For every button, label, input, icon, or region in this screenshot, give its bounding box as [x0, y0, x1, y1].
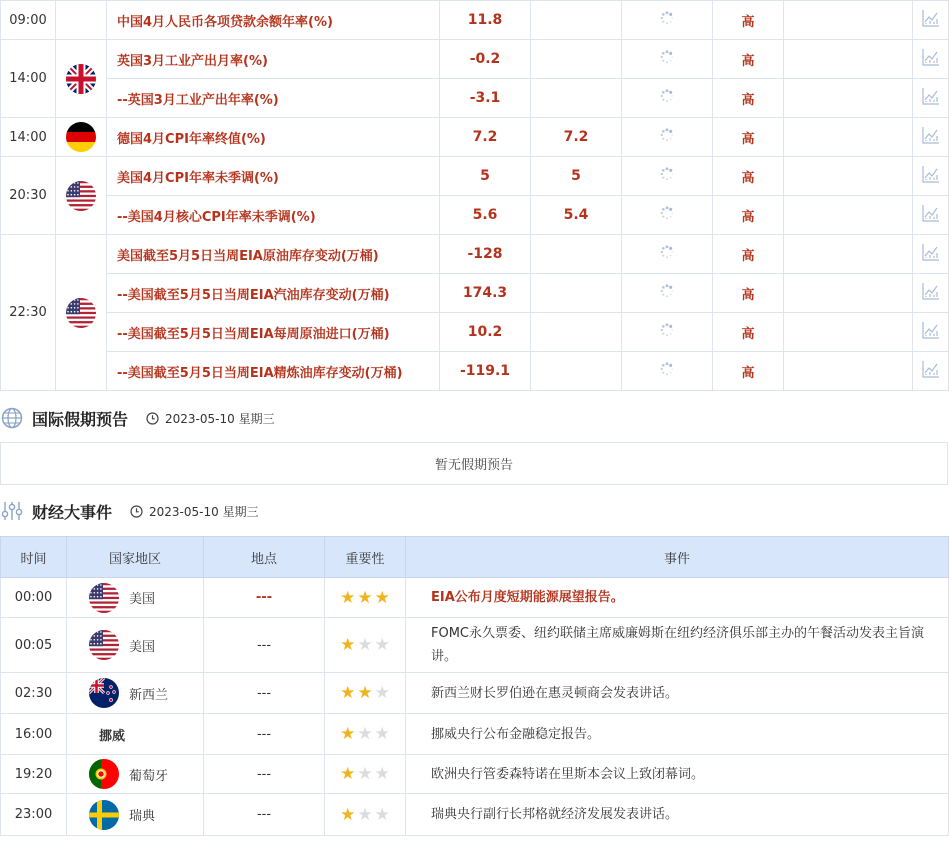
country-name: 挪威 — [99, 728, 126, 744]
event-row — [1, 673, 949, 714]
row-time: 22:30 — [1, 235, 56, 391]
chart-icon[interactable] — [922, 48, 940, 66]
column-header-event: 事件 — [406, 537, 949, 578]
country-name: 瑞典 — [129, 809, 156, 824]
data-row — [1, 157, 949, 196]
forecast-value — [531, 40, 622, 79]
star-icon: ★ — [374, 804, 390, 825]
event-description[interactable]: 欧洲央行管委森特诺在里斯本会议上致闭幕词。 — [406, 755, 949, 794]
chart-cell[interactable] — [913, 274, 949, 313]
holiday-section-header — [0, 403, 275, 433]
loading-icon — [660, 89, 674, 103]
interpretation-cell — [784, 196, 913, 235]
importance-label: 高 — [713, 79, 784, 118]
indicator-name[interactable]: --美国截至5月5日当周EIA汽油库存变动(万桶) — [107, 274, 440, 313]
chart-icon[interactable] — [922, 9, 940, 27]
previous-value: 174.3 — [440, 274, 531, 313]
forecast-value — [531, 235, 622, 274]
interpretation-cell — [784, 1, 913, 40]
importance-label: 高 — [713, 235, 784, 274]
holiday-empty-text: 暂无假期预告 — [434, 458, 513, 473]
indicator-name[interactable]: 德国4月CPI年率终值(%) — [107, 118, 440, 157]
chart-icon[interactable] — [922, 360, 940, 378]
nz-flag-icon — [89, 678, 119, 708]
event-description[interactable]: FOMC永久票委、纽约联储主席威廉姆斯在纽约经济俱乐部主办的午餐活动发表主旨演讲。 — [406, 618, 949, 673]
holiday-empty-box — [0, 442, 948, 485]
star-icon: ★ — [340, 764, 356, 784]
previous-value: -3.1 — [440, 79, 531, 118]
indicator-name[interactable]: 美国4月CPI年率未季调(%) — [107, 157, 440, 196]
event-location: --- — [204, 714, 325, 755]
event-description[interactable]: EIA公布月度短期能源展望报告。 — [406, 578, 949, 618]
data-row — [1, 40, 949, 79]
interpretation-cell — [784, 235, 913, 274]
chart-icon[interactable] — [922, 165, 940, 183]
event-row — [1, 794, 949, 836]
star-icon: ★ — [340, 587, 356, 608]
event-country — [67, 714, 204, 755]
country-name: 美国 — [129, 639, 156, 655]
loading-icon — [660, 206, 674, 220]
events-table-header-row — [1, 537, 949, 578]
star-icon: ★ — [357, 724, 373, 744]
interpretation-cell — [784, 40, 913, 79]
data-row — [1, 79, 949, 118]
actual-value-cell — [622, 235, 713, 274]
de-flag-icon — [66, 122, 96, 152]
importance-stars — [325, 714, 406, 755]
data-row — [1, 313, 949, 352]
loading-icon — [660, 245, 674, 259]
chart-cell[interactable] — [913, 352, 949, 391]
data-row — [1, 1, 949, 40]
previous-value: -119.1 — [440, 352, 531, 391]
event-time: 00:00 — [1, 578, 67, 618]
country-name: 新西兰 — [129, 687, 169, 703]
forecast-value: 7.2 — [531, 118, 622, 157]
forecast-value: 5.4 — [531, 196, 622, 235]
event-location: --- — [204, 578, 325, 618]
indicator-name[interactable]: 美国截至5月5日当周EIA原油库存变动(万桶) — [107, 235, 440, 274]
star-icon: ★ — [374, 635, 390, 655]
loading-icon — [660, 362, 674, 376]
star-icon: ★ — [374, 764, 390, 784]
indicator-name[interactable]: 中国4月人民币各项贷款余额年率(%) — [107, 1, 440, 40]
holiday-section-date: 2023-05-10 星期三 — [165, 411, 275, 426]
loading-icon — [660, 167, 674, 181]
event-row — [1, 714, 949, 755]
events-section-header — [0, 496, 259, 526]
actual-value-cell — [622, 1, 713, 40]
pt-flag-icon — [89, 759, 119, 789]
events-section-title: 财经大事件 — [32, 502, 113, 522]
importance-stars — [325, 673, 406, 714]
star-icon: ★ — [340, 724, 356, 744]
indicator-name[interactable]: --美国4月核心CPI年率未季调(%) — [107, 196, 440, 235]
row-time: 09:00 — [1, 1, 56, 40]
event-row — [1, 755, 949, 794]
row-flag-cell — [56, 157, 107, 235]
actual-value-cell — [622, 40, 713, 79]
event-country — [67, 755, 204, 794]
event-time: 02:30 — [1, 673, 67, 714]
importance-label: 高 — [713, 1, 784, 40]
event-country — [67, 578, 204, 618]
forecast-value — [531, 313, 622, 352]
star-icon: ★ — [357, 683, 373, 703]
event-country — [67, 794, 204, 836]
data-row — [1, 274, 949, 313]
previous-value: 10.2 — [440, 313, 531, 352]
actual-value-cell — [622, 79, 713, 118]
forecast-value — [531, 274, 622, 313]
data-row — [1, 196, 949, 235]
event-row — [1, 618, 949, 673]
forecast-value: 5 — [531, 157, 622, 196]
forecast-value — [531, 352, 622, 391]
uk-flag-icon — [66, 64, 96, 94]
events-section-date: 2023-05-10 星期三 — [149, 504, 259, 519]
event-country — [67, 673, 204, 714]
chart-icon[interactable] — [922, 126, 940, 144]
event-location: --- — [204, 755, 325, 794]
event-country — [67, 618, 204, 673]
chart-icon[interactable] — [922, 321, 940, 339]
loading-icon — [660, 323, 674, 337]
loading-icon — [660, 128, 674, 142]
chart-cell[interactable] — [913, 1, 949, 40]
country-name: 葡萄牙 — [129, 768, 169, 784]
chart-icon[interactable] — [922, 204, 940, 222]
actual-value-cell — [622, 352, 713, 391]
loading-icon — [660, 11, 674, 25]
row-flag-cell — [56, 235, 107, 391]
row-flag-cell — [56, 40, 107, 118]
star-icon: ★ — [374, 587, 390, 608]
event-description[interactable]: 瑞典央行副行长邦格就经济发展发表讲话。 — [406, 794, 949, 836]
previous-value: 11.8 — [440, 1, 531, 40]
events-table — [0, 536, 949, 836]
chart-cell[interactable] — [913, 40, 949, 79]
data-row — [1, 118, 949, 157]
star-icon: ★ — [357, 764, 373, 784]
interpretation-cell — [784, 118, 913, 157]
event-location: --- — [204, 794, 325, 836]
star-icon: ★ — [374, 724, 390, 744]
us-flag-icon — [66, 181, 96, 211]
row-time: 14:00 — [1, 40, 56, 118]
actual-value-cell — [622, 313, 713, 352]
clock-icon — [146, 412, 159, 425]
economic-data-table — [0, 0, 949, 391]
us-flag-icon — [89, 583, 119, 613]
row-time: 20:30 — [1, 157, 56, 235]
interpretation-cell — [784, 274, 913, 313]
loading-icon — [660, 50, 674, 64]
chart-cell[interactable] — [913, 235, 949, 274]
data-row — [1, 352, 949, 391]
interpretation-cell — [784, 313, 913, 352]
indicator-name[interactable]: --英国3月工业产出年率(%) — [107, 79, 440, 118]
interpretation-cell — [784, 79, 913, 118]
data-row — [1, 235, 949, 274]
country-name: 美国 — [129, 592, 156, 607]
us-flag-icon — [89, 630, 119, 660]
loading-icon — [660, 284, 674, 298]
row-time: 14:00 — [1, 118, 56, 157]
star-icon: ★ — [374, 683, 390, 703]
holiday-section-title: 国际假期预告 — [32, 409, 129, 429]
event-time: 00:05 — [1, 618, 67, 673]
event-row — [1, 578, 949, 618]
importance-stars — [325, 755, 406, 794]
star-icon: ★ — [357, 804, 373, 825]
chart-cell[interactable] — [913, 196, 949, 235]
importance-stars — [325, 578, 406, 618]
event-time: 16:00 — [1, 714, 67, 755]
indicator-name[interactable]: --美国截至5月5日当周EIA每周原油进口(万桶) — [107, 313, 440, 352]
importance-label: 高 — [713, 40, 784, 79]
star-icon: ★ — [357, 635, 373, 655]
column-header-country: 国家地区 — [67, 537, 204, 578]
row-flag-cell — [56, 1, 107, 40]
chart-cell[interactable] — [913, 157, 949, 196]
event-time: 19:20 — [1, 755, 67, 794]
event-description[interactable]: 挪威央行公布金融稳定报告。 — [406, 714, 949, 755]
star-icon: ★ — [357, 587, 373, 608]
actual-value-cell — [622, 196, 713, 235]
sliders-icon — [1, 500, 23, 522]
importance-label: 高 — [713, 118, 784, 157]
se-flag-icon — [89, 800, 119, 830]
forecast-value — [531, 1, 622, 40]
previous-value: 5 — [440, 157, 531, 196]
indicator-name[interactable]: --美国截至5月5日当周EIA精炼油库存变动(万桶) — [107, 352, 440, 391]
indicator-name[interactable]: 英国3月工业产出月率(%) — [107, 40, 440, 79]
interpretation-cell — [784, 157, 913, 196]
star-icon: ★ — [340, 683, 356, 703]
importance-label: 高 — [713, 274, 784, 313]
column-header-location: 地点 — [204, 537, 325, 578]
us-flag-icon — [66, 298, 96, 328]
event-location: --- — [204, 618, 325, 673]
column-header-time: 时间 — [1, 537, 67, 578]
event-description[interactable]: 新西兰财长罗伯逊在惠灵顿商会发表讲话。 — [406, 673, 949, 714]
importance-label: 高 — [713, 352, 784, 391]
event-time: 23:00 — [1, 794, 67, 836]
chart-cell[interactable] — [913, 313, 949, 352]
actual-value-cell — [622, 274, 713, 313]
importance-label: 高 — [713, 157, 784, 196]
previous-value: 5.6 — [440, 196, 531, 235]
chart-cell[interactable] — [913, 79, 949, 118]
chart-icon[interactable] — [922, 87, 940, 105]
event-location: --- — [204, 673, 325, 714]
interpretation-cell — [784, 352, 913, 391]
chart-cell[interactable] — [913, 118, 949, 157]
star-icon: ★ — [340, 635, 356, 655]
importance-label: 高 — [713, 313, 784, 352]
previous-value: -0.2 — [440, 40, 531, 79]
clock-icon — [130, 505, 143, 518]
column-header-importance: 重要性 — [325, 537, 406, 578]
previous-value: -128 — [440, 235, 531, 274]
actual-value-cell — [622, 157, 713, 196]
actual-value-cell — [622, 118, 713, 157]
chart-icon[interactable] — [922, 243, 940, 261]
importance-stars — [325, 618, 406, 673]
importance-label: 高 — [713, 196, 784, 235]
row-flag-cell — [56, 118, 107, 157]
star-icon: ★ — [340, 804, 356, 825]
previous-value: 7.2 — [440, 118, 531, 157]
globe-icon — [1, 407, 23, 429]
importance-stars — [325, 794, 406, 836]
forecast-value — [531, 79, 622, 118]
chart-icon[interactable] — [922, 282, 940, 300]
